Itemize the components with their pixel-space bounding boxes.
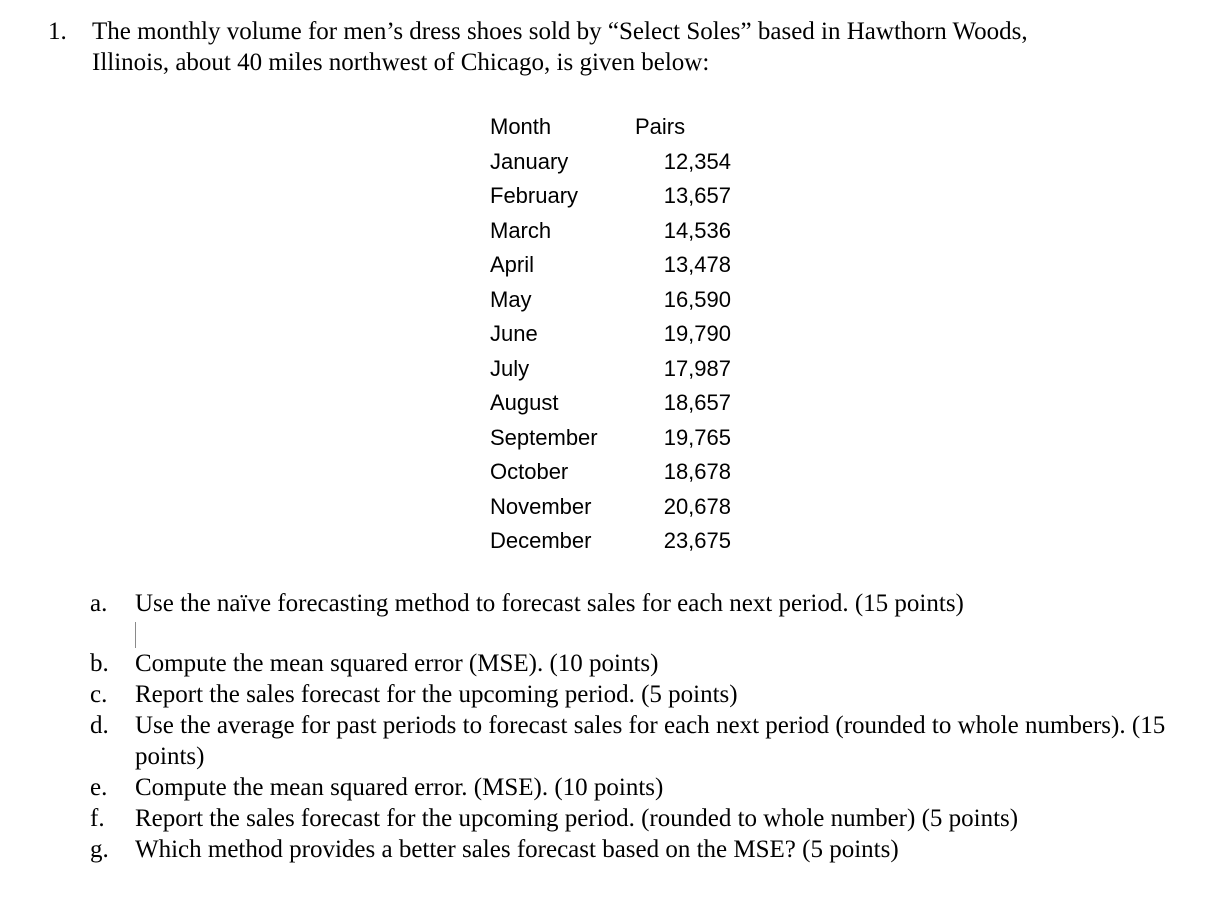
column-header-month: Month [490, 114, 552, 139]
month-cell: April [490, 252, 535, 277]
column-header-pairs: Pairs [635, 114, 686, 139]
table-body [490, 145, 731, 559]
subquestion-list [0, 588, 1231, 865]
pairs-cell: 20,678 [663, 493, 731, 519]
subquestion-letter: c. [90, 681, 108, 708]
month-cell: February [490, 183, 579, 208]
subquestion-text: Compute the mean squared error. (MSE). (10 points) [135, 774, 664, 801]
empty-answer-line[interactable] [0, 619, 1231, 648]
table-row [490, 490, 731, 525]
pairs-cell: 17,987 [663, 355, 731, 381]
pairs-cell: 16,590 [663, 286, 731, 312]
month-cell: January [490, 148, 569, 174]
month-cell: June [490, 321, 538, 346]
table-row [490, 317, 731, 352]
question-number: 1. [48, 18, 67, 45]
subquestion-letter: e. [90, 774, 108, 801]
subquestion-text: Use the average for past periods to forecast sales for each next period (rounded to whole numbers). (15 points) [135, 712, 1166, 770]
question-text-line-2: Illinois, about 40 miles northwest of Chicago, is given below: [92, 49, 710, 76]
subquestion-g [0, 834, 1231, 865]
monthly-volume-table [490, 110, 731, 559]
table-row [490, 214, 731, 249]
pairs-cell: 13,478 [663, 252, 731, 277]
subquestion-text: Which method provides a better sales forecast based on the MSE? (5 points) [135, 836, 899, 863]
month-cell: May [490, 286, 532, 312]
subquestion-e [0, 772, 1231, 803]
question-text [92, 16, 1212, 78]
pairs-cell: 12,354 [663, 148, 731, 174]
month-cell: November [490, 493, 592, 519]
subquestion-letter: b. [90, 650, 109, 677]
pairs-cell: 18,678 [663, 459, 731, 484]
pairs-cell: 23,675 [663, 528, 731, 553]
subquestion-letter: d. [90, 712, 109, 739]
table-row [490, 386, 731, 421]
month-cell: August [490, 390, 559, 415]
table-header-row [490, 110, 731, 145]
pairs-cell: 19,790 [663, 321, 731, 346]
pairs-cell: 13,657 [663, 183, 731, 208]
pairs-cell: 19,765 [663, 424, 731, 450]
subquestion-letter: a. [90, 590, 108, 617]
subquestion-text: Report the sales forecast for the upcoming period. (rounded to whole number) (5 points) [135, 805, 1019, 832]
subquestion-a [0, 588, 1231, 619]
subquestion-text: Use the naïve forecasting method to forecast sales for each next period. (15 points) [135, 590, 964, 617]
subquestion-f [0, 803, 1231, 834]
table-row [490, 179, 731, 214]
text-cursor [135, 622, 136, 648]
table-row [490, 283, 731, 318]
subquestion-b [0, 648, 1231, 679]
question-text-line-1: The monthly volume for men’s dress shoes sold by “Select Soles” based in Hawthorn Woods, [92, 18, 1028, 45]
month-cell: July [490, 355, 530, 381]
table-row [490, 455, 731, 490]
subquestion-text: Report the sales forecast for the upcoming period. (5 points) [135, 681, 738, 708]
month-cell: December [490, 528, 592, 553]
pairs-cell: 18,657 [663, 390, 731, 415]
subquestion-d [0, 710, 1231, 772]
subquestion-letter: g. [90, 836, 109, 863]
table-row [490, 524, 731, 559]
subquestion-c [0, 679, 1231, 710]
month-cell: September [490, 424, 598, 450]
table-row [490, 248, 731, 283]
subquestion-letter: f. [90, 805, 105, 832]
subquestion-text: Compute the mean squared error (MSE). (10 points) [135, 650, 659, 677]
month-cell: March [490, 217, 552, 243]
table-row [490, 145, 731, 180]
pairs-cell: 14,536 [663, 217, 731, 243]
month-cell: October [490, 459, 569, 484]
table-row [490, 421, 731, 456]
table-row [490, 352, 731, 387]
